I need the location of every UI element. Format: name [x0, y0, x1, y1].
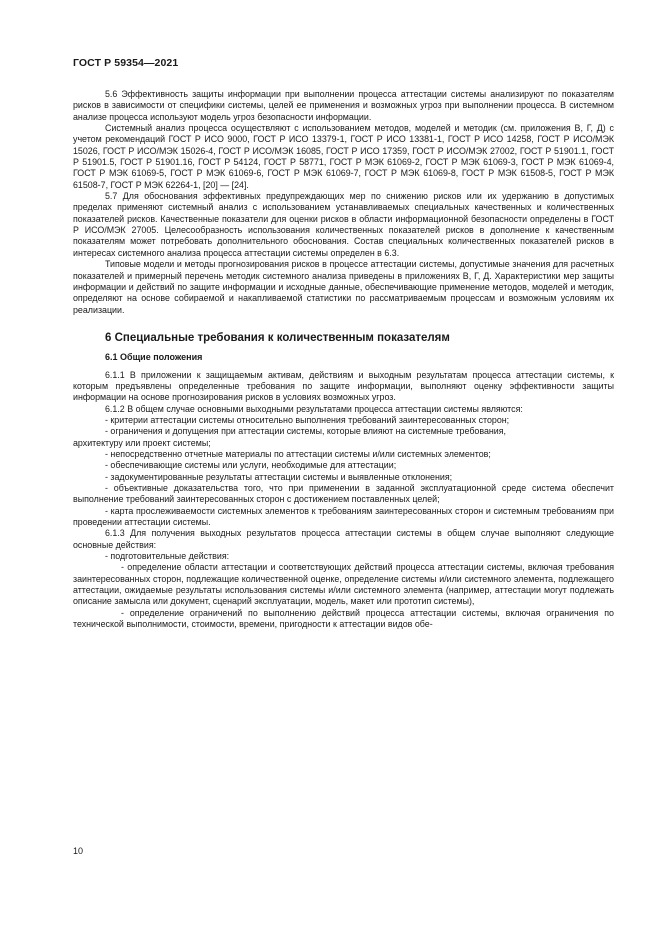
list-item-continuation: архитектуру или проект системы; — [73, 437, 211, 448]
list-item: - непосредственно отчетные материалы по аттестации системы и/или системных элементов; — [105, 448, 491, 459]
list-item: - карта прослеживаемости системных элементов к требованиям заинтересованных сторон и системным требованиям при проведении аттестации системы. — [73, 505, 614, 528]
subsection-6-1-title: 6.1 Общие положения — [105, 352, 203, 363]
paragraph-6-1-3: 6.1.3 Для получения выходных результатов процесса аттестации системы в общем случае выполняют следующие основные действия: — [73, 528, 614, 550]
page-number: 10 — [73, 846, 84, 856]
list-item: - объективные доказательства того, что при применении в заданной эксплуатационной среде система обеспечит выполнение требований заинтересованных сторон с достижением поставленных целей; — [73, 483, 614, 505]
list-item: - ограничения и допущения при аттестации системы, которые влияют на системные требования, — [105, 426, 507, 437]
paragraph-5-6: 5.6 Эффективность защиты информации при выполнении процесса аттестации системы анализируют по показателям рисков в зависимости от специфики системы, целей ее применения и возможных угроз при выполнении процесса. В системном анализе процесса используют модель угроз безопасности информации. — [73, 89, 614, 122]
paragraph-6-1-2: 6.1.2 В общем случае основными выходными результатами процесса аттестации системы являются: — [105, 403, 523, 414]
list-subitem: - определение области аттестации и соответствующих действий процесса аттестации системы, включая требования заинтересованных сторон, подлежащие количественной оценке, определение системы и/или системного элемента, подлежащего аттестации, ожидаемые результаты использования системы и/или системного элемента (например, аттестации могут подлежать описание замысла или документ, сценарий эксплуатации, модель, макет или прототип системы), — [73, 562, 614, 607]
paragraph-6-1-1: 6.1.1 В приложении к защищаемым активам, действиям и выходным результатам процесса аттестации системы, к которым предъявлены определенные требования по защите информации, выполняют оценку эффективности защиты информации на основе прогнозирования рисков в условиях возможных угроз. — [73, 369, 614, 403]
list-item-preparatory: - подготовительные действия: — [105, 551, 230, 562]
list-item: - обеспечивающие системы или услуги, необходимые для аттестации; — [105, 460, 397, 471]
section-6-title: 6 Специальные требования к количественным показателям — [105, 331, 450, 344]
paragraph-5-7-models: Типовые модели и методы прогнозирования рисков в процессе аттестации системы, допустимые значения для расчетных показателей и примерный перечень методик системного анализа приведены в приложениях В, Г, Д. Характеристики мер защиты информации и действий по защите информации и исходные данные, обеспечивающие применение методов, моделей и методик, определяют на основе собираемой и накапливаемой статистики по рассматриваемым процессам и возможным условиям их реализации. — [73, 259, 614, 315]
page-header: ГОСТ Р 59354—2021 — [73, 57, 179, 69]
list-subitem: - определение ограничений по выполнению действий процесса аттестации системы, включая ограничения по технической выполнимости, стоимости, времени, пригодности к аттестации видов обе- — [73, 607, 614, 630]
paragraph-5-7: 5.7 Для обоснования эффективных предупреждающих мер по снижению рисков или их удержанию в допустимых пределах применяют системный анализ с использованием устанавливаемых специальных качественных и количественных показателей рисков. Качественные показатели для оценки рисков в области информационной безопасности определены в ГОСТ Р ИСО/МЭК 27005. Целесообразность использования количественных показателей рисков в дополнение к качественным показателям может потребовать дополнительного обоснования. Состав специальных количественных показателей рисков в интересах системного анализа процесса аттестации системы определен в 6.3. — [73, 191, 614, 258]
document-body — [73, 89, 614, 630]
paragraph-5-6-system-analysis: Системный анализ процесса осуществляют с использованием методов, моделей и методик (см. приложения В, Г, Д) с учетом рекомендаций ГОСТ Р ИСО 9000, ГОСТ Р ИСО 13379-1, ГОСТ Р ИСО 13381-1, ГОСТ Р ИСО 14258, ГОСТ Р ИСО/МЭК 15026, ГОСТ Р ИСО/МЭК 15026-4, ГОСТ Р ИСО/МЭК 16085, ГОСТ Р ИСО 17359, ГОСТ Р ИСО/МЭК 27002, ГОСТ Р 51901.1, ГОСТ Р 51901.5, ГОСТ Р 51901.16, ГОСТ Р 54124, ГОСТ Р 58771, ГОСТ Р МЭК 61069-2, ГОСТ Р МЭК 61069-3, ГОСТ Р МЭК 61069-4, ГОСТ Р МЭК 61069-5, ГОСТ Р МЭК 61069-6, ГОСТ Р МЭК 61069-7, ГОСТ Р МЭК 61069-8, ГОСТ Р МЭК 61508-5, ГОСТ Р МЭК 61508-7, ГОСТ Р МЭК 62264-1, [20] — [24]. — [73, 123, 614, 190]
list-item: - задокументированные результаты аттестации системы и выявленные отклонения; — [105, 471, 453, 482]
list-item: - критерии аттестации системы относительно выполнения требований заинтересованных сторон; — [105, 414, 510, 425]
